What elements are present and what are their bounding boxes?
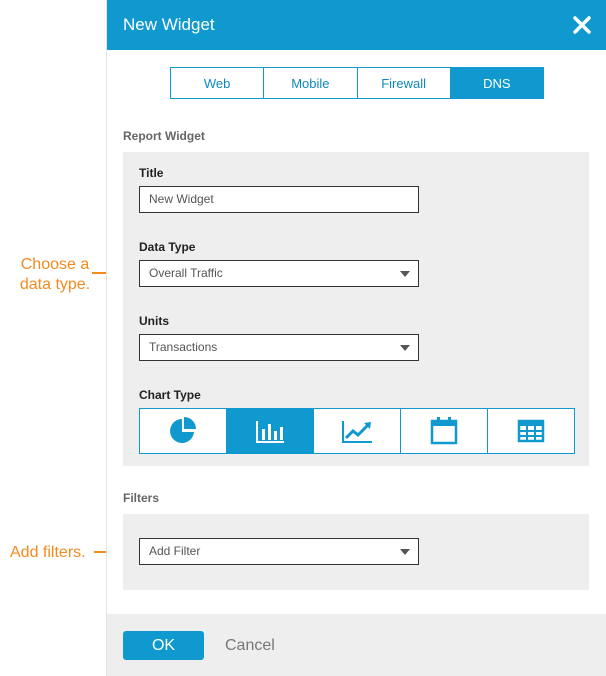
title-input[interactable]: New Widget xyxy=(139,186,419,213)
close-icon[interactable] xyxy=(569,12,595,38)
filters-section-label: Filters xyxy=(123,491,160,505)
annotation-data-type-line2: data type. xyxy=(19,276,91,293)
data-type-select[interactable] xyxy=(139,260,419,287)
data-type-label: Data Type xyxy=(139,240,196,254)
bar-chart-icon xyxy=(253,417,287,445)
dialog-title: New Widget xyxy=(123,15,215,34)
units-select[interactable] xyxy=(139,334,419,361)
ok-button[interactable]: OK xyxy=(123,631,204,660)
add-filter-select[interactable] xyxy=(139,538,419,565)
chart-type-calendar-button[interactable] xyxy=(401,409,488,453)
units-value: Transactions xyxy=(149,340,218,354)
chart-type-line-button[interactable] xyxy=(314,409,401,453)
annotation-data-type xyxy=(8,255,102,295)
chart-type-bar-button[interactable] xyxy=(227,409,314,453)
platform-tabs xyxy=(170,67,544,99)
new-widget-dialog xyxy=(106,0,606,676)
title-label: Title xyxy=(139,166,164,180)
dialog-titlebar xyxy=(107,0,606,50)
chevron-down-icon xyxy=(400,549,410,555)
tab-dns[interactable]: DNS xyxy=(451,68,543,98)
chart-type-pie-button[interactable] xyxy=(140,409,227,453)
tab-web[interactable]: Web xyxy=(171,68,264,98)
filters-panel xyxy=(123,514,589,590)
units-label: Units xyxy=(139,314,169,328)
tab-mobile[interactable]: Mobile xyxy=(264,68,357,98)
cancel-button[interactable]: Cancel xyxy=(225,637,275,654)
chevron-down-icon xyxy=(400,271,410,277)
line-chart-icon xyxy=(340,417,374,445)
chart-type-table-button[interactable] xyxy=(488,409,574,453)
report-widget-section-label: Report Widget xyxy=(123,129,205,143)
dialog-footer xyxy=(107,614,606,676)
annotation-data-type-line1: Choose a xyxy=(20,256,90,273)
table-icon xyxy=(516,418,546,444)
chart-type-selector xyxy=(139,408,575,454)
annotation-filters: Add filters. xyxy=(10,544,86,561)
report-widget-panel xyxy=(123,152,589,466)
chart-type-label: Chart Type xyxy=(139,388,201,402)
pie-chart-icon xyxy=(168,416,198,446)
chevron-down-icon xyxy=(400,345,410,351)
add-filter-value: Add Filter xyxy=(149,544,201,558)
tab-firewall[interactable]: Firewall xyxy=(358,68,451,98)
data-type-value: Overall Traffic xyxy=(149,266,223,280)
calendar-icon xyxy=(429,416,459,446)
